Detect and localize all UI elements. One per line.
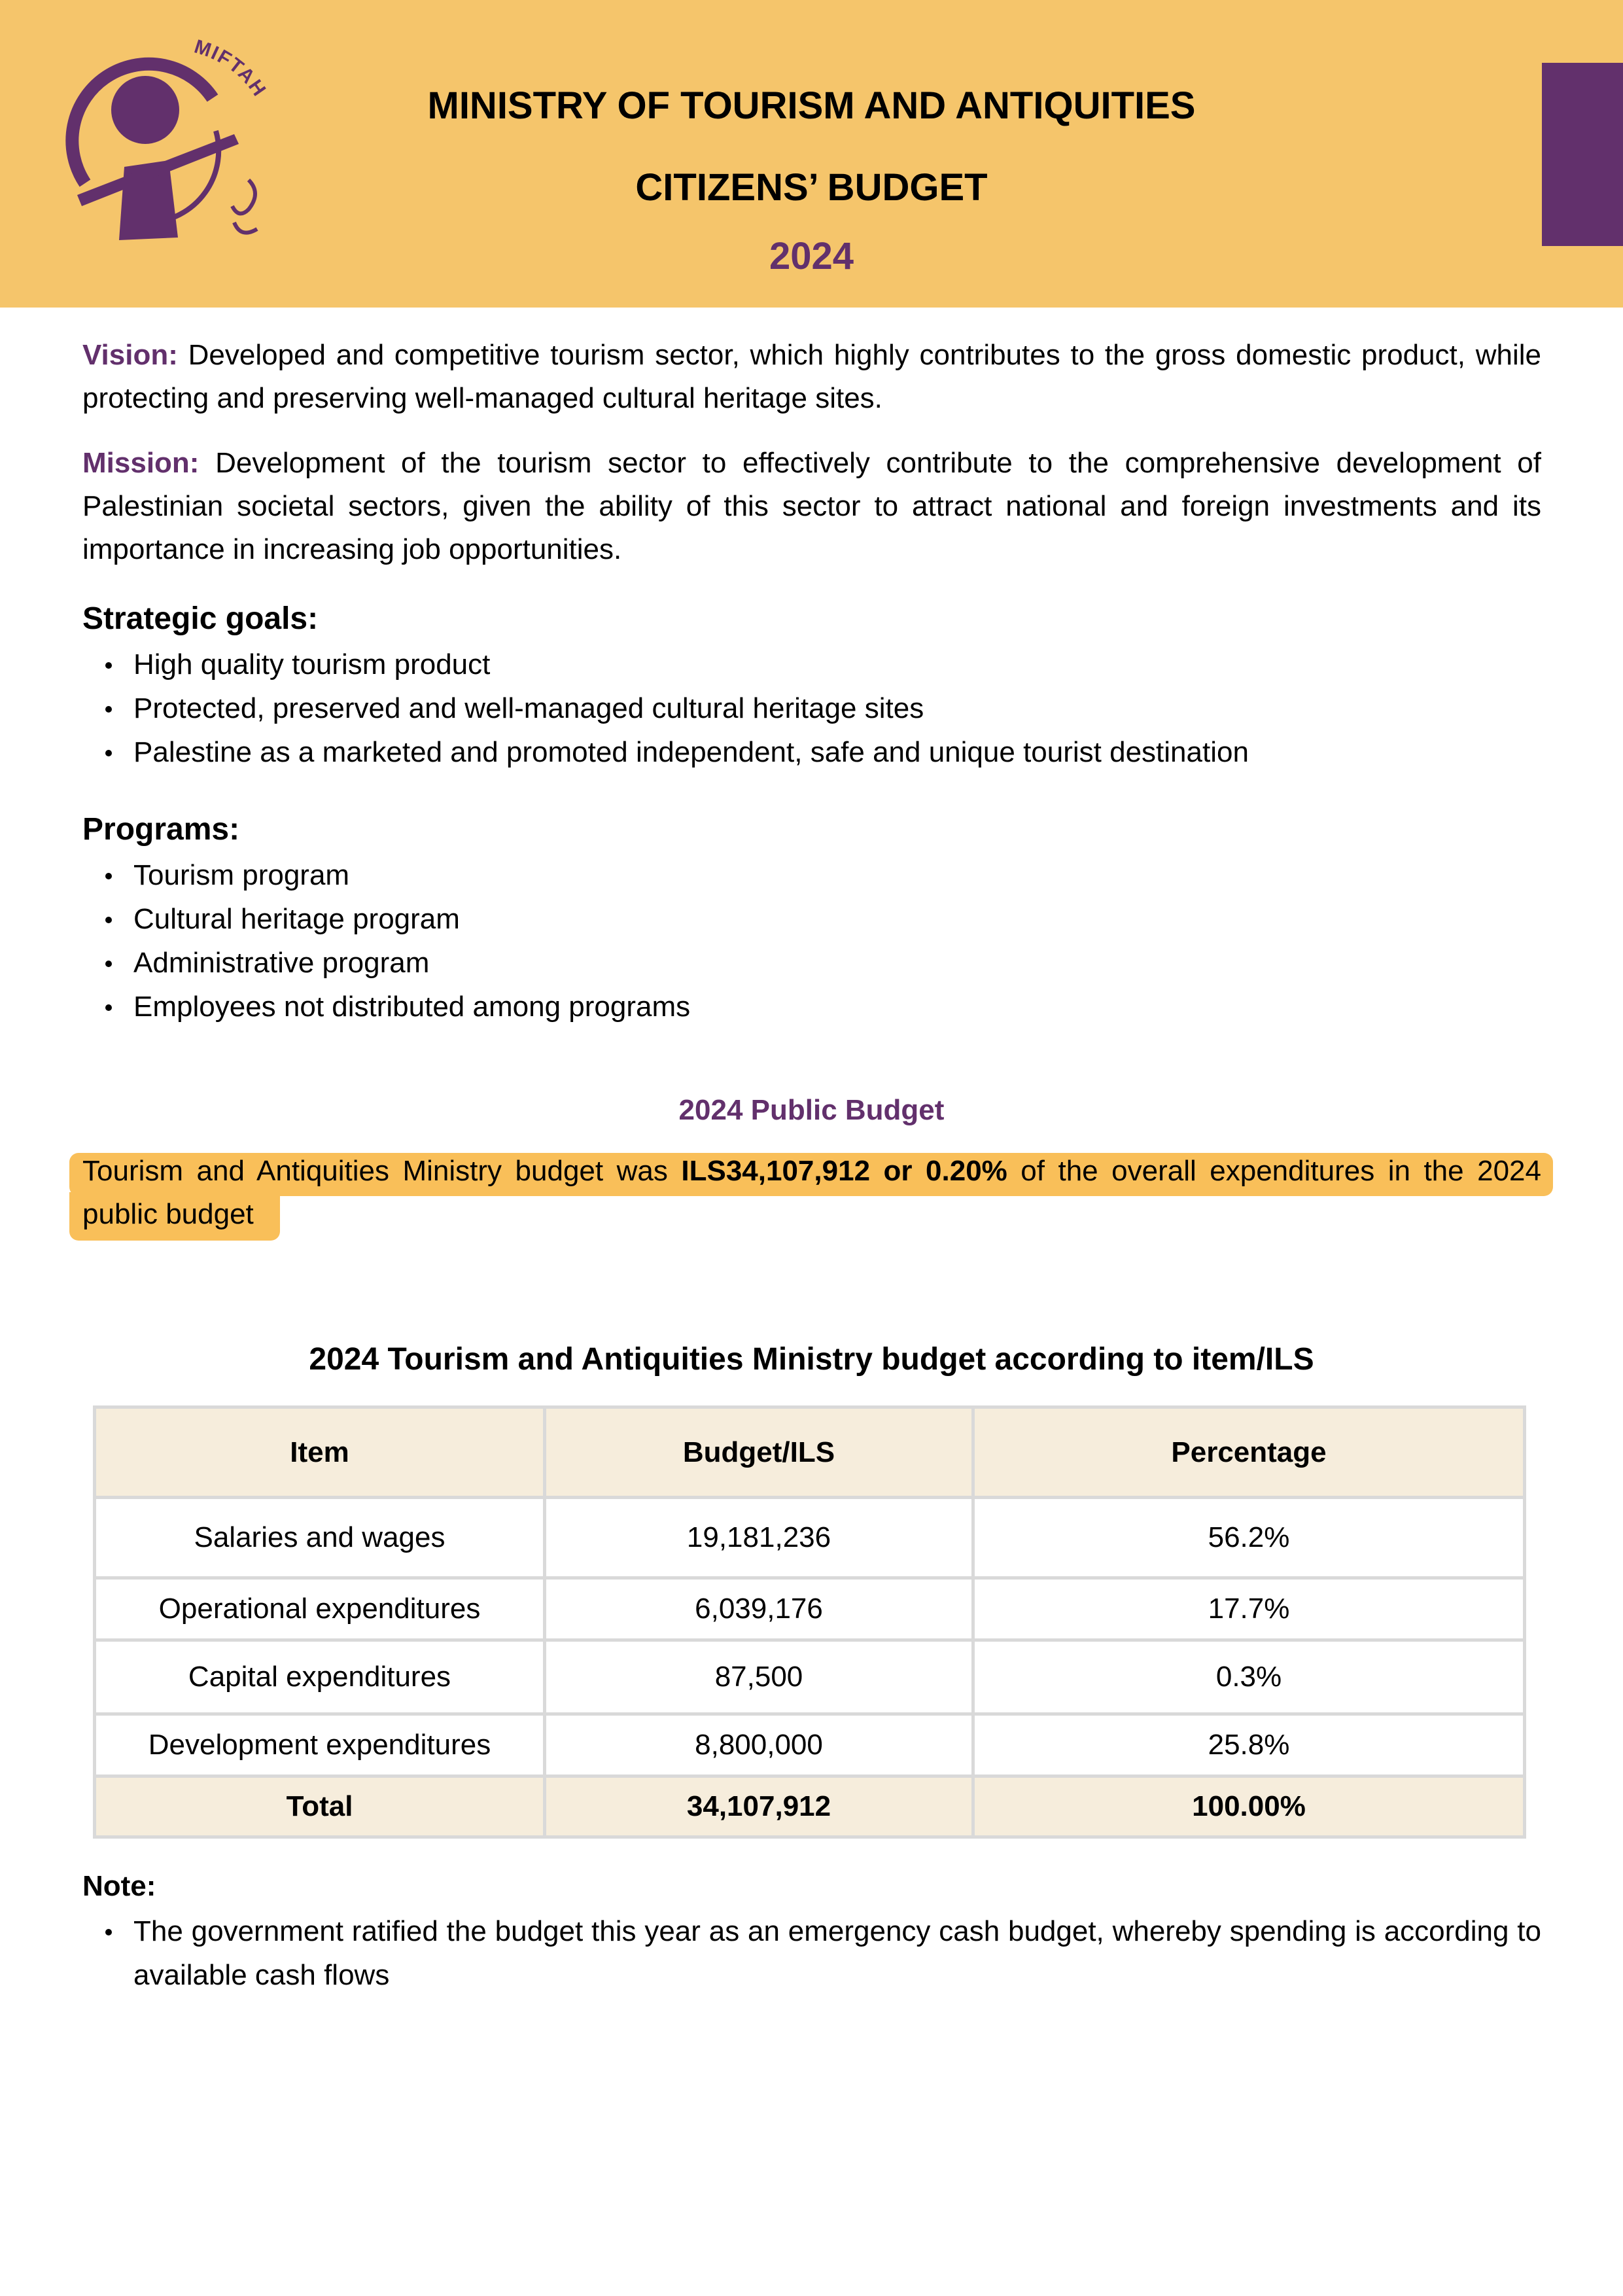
table-row [95, 1640, 1525, 1714]
total-budget-cell: 34,107,912 [545, 1776, 973, 1837]
list-item: Cultural heritage program [82, 897, 1541, 941]
table-header-row [95, 1407, 1525, 1498]
list-item: Tourism program [82, 853, 1541, 897]
mission-label: Mission: [82, 447, 200, 479]
strategic-goals-heading: Strategic goals: [82, 601, 319, 636]
vision-label: Vision: [82, 339, 178, 371]
public-budget-statement [82, 1150, 1541, 1236]
corner-accent-block [1542, 63, 1623, 246]
mission-paragraph [82, 442, 1541, 571]
list-item: Palestine as a marketed and promoted independent, safe and unique tourist destination [82, 730, 1541, 774]
vision-paragraph [82, 334, 1541, 420]
table-row [95, 1714, 1525, 1776]
budget-cell: 19,181,236 [545, 1498, 973, 1578]
column-header-percentage: Percentage [973, 1407, 1525, 1498]
table-row [95, 1578, 1525, 1640]
list-item: High quality tourism product [82, 643, 1541, 686]
programs-heading: Programs: [82, 812, 240, 847]
programs-list [82, 853, 1541, 1029]
strategic-goals-list [82, 643, 1541, 774]
budget-cell: 8,800,000 [545, 1714, 973, 1776]
public-budget-title: 2024 Public Budget [678, 1094, 945, 1126]
logo-text: MIFTAH [191, 35, 271, 101]
total-percentage-cell: 100.00% [973, 1776, 1525, 1837]
budget-cell: 87,500 [545, 1640, 973, 1714]
ministry-title: MINISTRY OF TOURISM AND ANTIQUITIES [427, 84, 1196, 127]
table-total-row [95, 1776, 1525, 1837]
percentage-cell: 17.7% [973, 1578, 1525, 1640]
total-label-cell: Total [95, 1776, 545, 1837]
item-cell: Operational expenditures [95, 1578, 545, 1640]
statement-text-before: Tourism and Antiquities Ministry budget was [82, 1155, 682, 1187]
note-list [82, 1909, 1541, 1997]
mission-text: Development of the tourism sector to effectively contribute to the comprehensive development of Palestinian societal sectors, given the ability of this sector to attract national and foreign investments and its importance in increasing job opportunities. [82, 447, 1541, 565]
statement-text-after: of the overall expenditures in the 2024 public budget [82, 1155, 1541, 1230]
list-item: Employees not distributed among programs [82, 985, 1541, 1029]
budget-year: 2024 [769, 235, 854, 277]
item-cell: Salaries and wages [95, 1498, 545, 1578]
citizens-budget-title: CITIZENS’ BUDGET [635, 166, 988, 209]
percentage-cell: 56.2% [973, 1498, 1525, 1578]
budget-table [93, 1405, 1526, 1839]
column-header-budget: Budget/ILS [545, 1407, 973, 1498]
page-header [0, 0, 1623, 308]
statement-amount: ILS34,107,912 or 0.20% [681, 1155, 1007, 1187]
list-item: Administrative program [82, 941, 1541, 985]
table-row [95, 1498, 1525, 1578]
budget-table-title: 2024 Tourism and Antiquities Ministry budget according to item/ILS [309, 1342, 1314, 1377]
item-cell: Development expenditures [95, 1714, 545, 1776]
column-header-item: Item [95, 1407, 545, 1498]
percentage-cell: 25.8% [973, 1714, 1525, 1776]
note-heading: Note: [82, 1870, 156, 1902]
vision-text: Developed and competitive tourism sector, which highly contributes to the gross domestic product, while protecting and preserving well-managed cultural heritage sites. [82, 339, 1541, 414]
item-cell: Capital expenditures [95, 1640, 545, 1714]
percentage-cell: 0.3% [973, 1640, 1525, 1714]
miftah-logo [52, 26, 288, 262]
budget-cell: 6,039,176 [545, 1578, 973, 1640]
note-item: The government ratified the budget this year as an emergency cash budget, whereby spending is according to available cash flows [82, 1909, 1541, 1997]
list-item: Protected, preserved and well-managed cultural heritage sites [82, 686, 1541, 730]
